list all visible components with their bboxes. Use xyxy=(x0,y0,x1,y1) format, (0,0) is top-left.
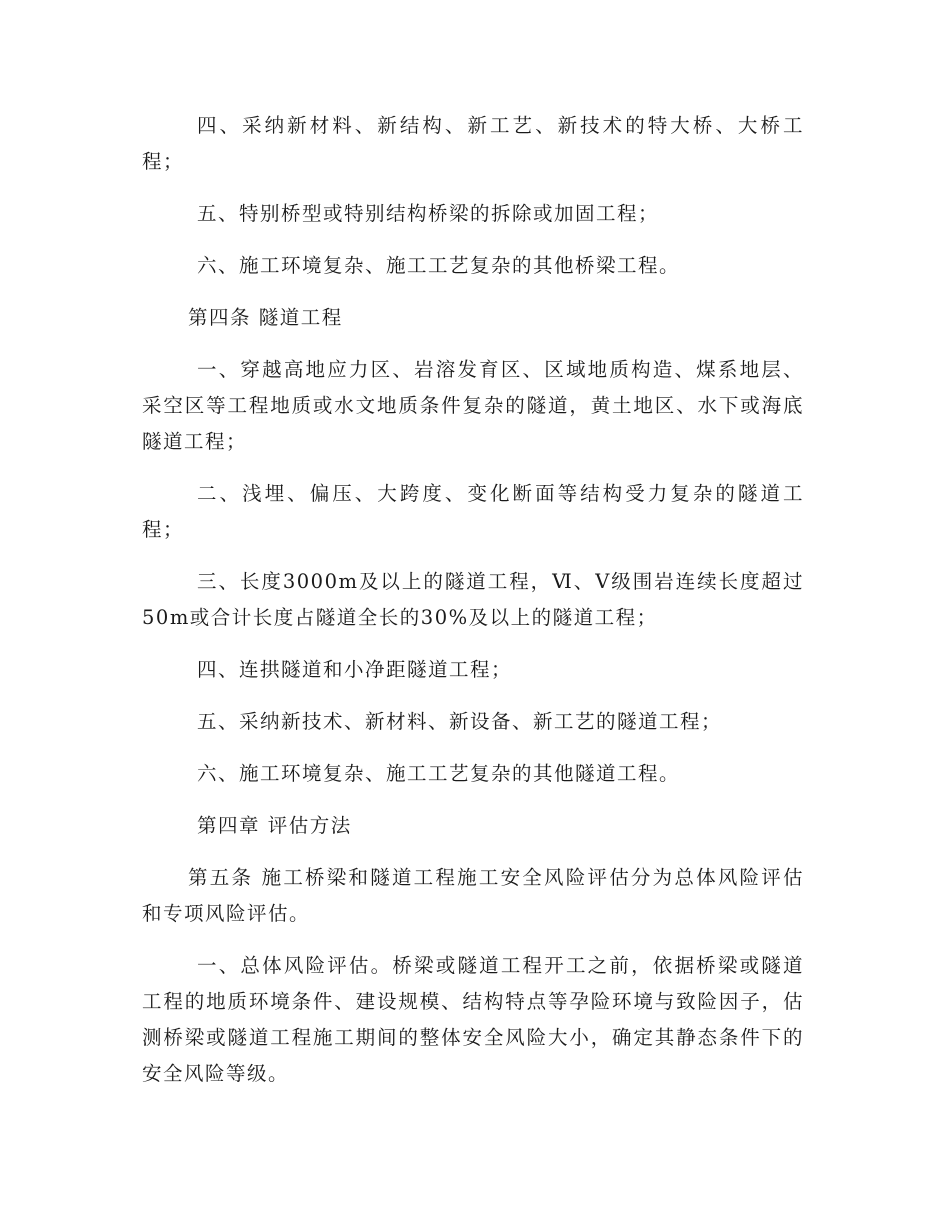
paragraph-article-5: 第五条 施工桥梁和隧道工程施工安全风险评估分为总体风险评估和专项风险评估。 xyxy=(142,866,804,925)
paragraph-bridge-item-4: 四、采纳新材料、新结构、新工艺、新技术的特大桥、大桥工程； xyxy=(142,114,804,173)
document-page xyxy=(142,108,804,1092)
paragraph-tunnel-item-4: 四、连拱隧道和小净距隧道工程； xyxy=(197,658,513,681)
chapter-4-heading: 第四章 评估方法 xyxy=(197,814,352,837)
paragraph-tunnel-item-1: 一、穿越高地应力区、岩溶发育区、区域地质构造、煤系地层、采空区等工程地质或水文地质条件复杂的隧道，黄土地区、水下或海底隧道工程； xyxy=(142,358,804,453)
article-4-heading: 第四条 隧道工程 xyxy=(188,306,343,329)
paragraph-bridge-item-6: 六、施工环境复杂、施工工艺复杂的其他桥梁工程。 xyxy=(197,254,681,277)
paragraph-tunnel-item-2: 二、浅埋、偏压、大跨度、变化断面等结构受力复杂的隧道工程； xyxy=(142,482,804,541)
paragraph-tunnel-item-5: 五、采纳新技术、新材料、新设备、新工艺的隧道工程； xyxy=(197,710,723,733)
paragraph-tunnel-item-3: 三、长度3000m及以上的隧道工程，Ⅵ、Ⅴ级围岩连续长度超过50m或合计长度占隧道全长的30%及以上的隧道工程； xyxy=(142,570,804,629)
paragraph-tunnel-item-6: 六、施工环境复杂、施工工艺复杂的其他隧道工程。 xyxy=(197,762,681,785)
paragraph-assessment-item-1: 一、总体风险评估。桥梁或隧道工程开工之前，依据桥梁或隧道工程的地质环境条件、建设规模、结构特点等孕险环境与致险因子，估测桥梁或隧道工程施工期间的整体安全风险大小，确定其静态条件下的安全风险等级。 xyxy=(142,954,804,1085)
paragraph-bridge-item-5: 五、特别桥型或特别结构桥梁的拆除或加固工程； xyxy=(197,202,660,225)
